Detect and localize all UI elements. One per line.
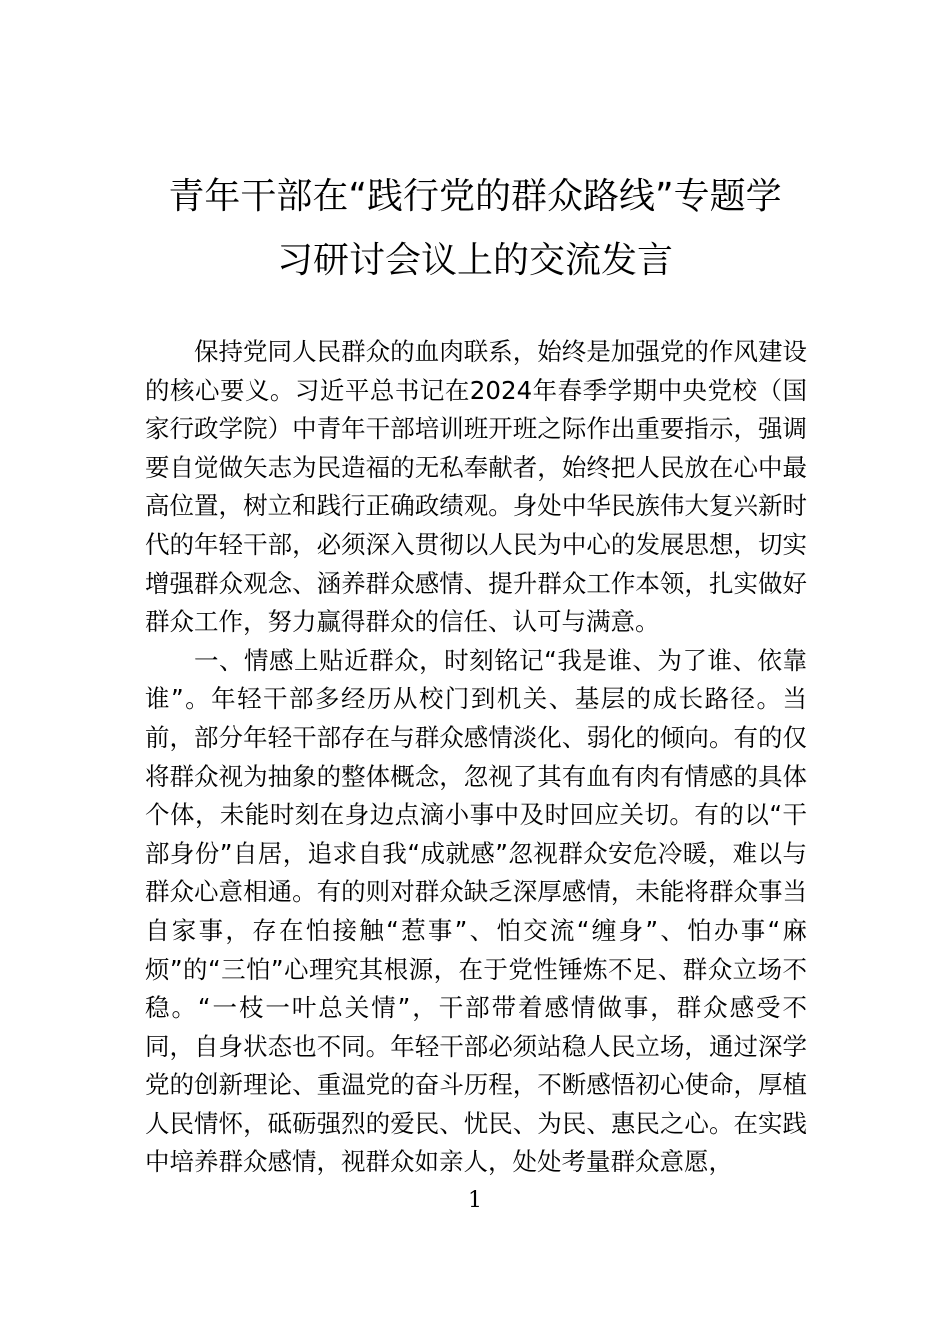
page-number: 1 — [468, 1188, 482, 1213]
title-line-2: 习研讨会议上的交流发言 — [276, 240, 673, 281]
paragraph-section-1: 一、情感上贴近群众，时刻铭记“我是谁、为了谁、依靠谁”。年轻干部多经历从校门到机关、基层的成长路径。当前，部分年轻干部存在与群众感情淡化、弱化的倾向。有的仅将群众视为抽象的整体概念，忽视了其有血有肉有情感的具体个体，未能时刻在身边点滴小事中及时回应关切。有的以“干部身份”自居，追求自我“成就感”忽视群众安危冷暖，难以与群众心意相通。有的则对群众缺乏深厚感情，未能将群众事当自家事，存在怕接触“惹事”、怕交流“缠身”、怕办事“麻烦”的“三怕”心理究其根源，在于党性锤炼不足、群众立场不稳。“一枝一叶总关情”，干部带着感情做事，群众感受不同，自身状态也不同。年轻干部必须站稳人民立场，通过深学党的创新理论、重温党的奋斗历程，不断感悟初心使命，厚植人民情怀，砥砺强烈的爱民、忧民、为民、惠民之心。在实践中培养群众感情，视群众如亲人，处处考量群众意愿， — [145, 645, 807, 1177]
paragraph-intro: 保持党同人民群众的血肉联系，始终是加强党的作风建设的核心要义。习近平总书记在2024年春季学期中央党校（国家行政学院）中青年干部培训班开班之际作出重要指示，强调要自觉做矢志为民造福的无私奉献者，始终把人民放在心中最高位置，树立和践行正确政绩观。身处中华民族伟大复兴新时代的年轻干部，必须深入贯彻以人民为中心的发展思想，切实增强群众观念、涵养群众感情、提升群众工作本领，扎实做好群众工作，努力赢得群众的信任、认可与满意。 — [145, 337, 807, 637]
document-title — [140, 165, 810, 293]
title-line-1: 青年干部在“践行党的群众路线”专题学 — [168, 176, 782, 217]
document-body — [145, 333, 807, 1182]
